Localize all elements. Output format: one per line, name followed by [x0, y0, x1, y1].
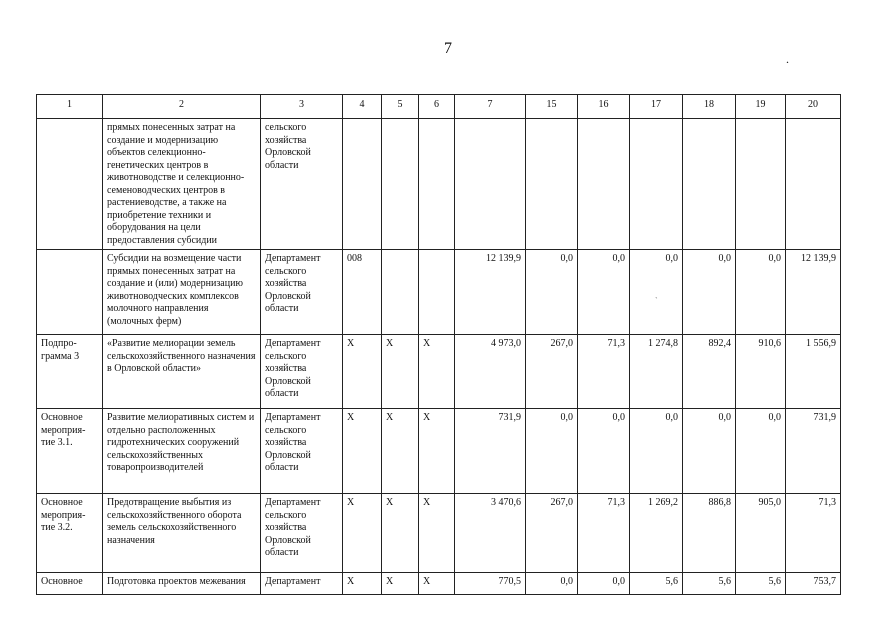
table-row [37, 494, 841, 573]
table-cell: 1 556,9 [786, 335, 841, 409]
table-cell: 0,0 [736, 409, 786, 494]
table-cell: 731,9 [786, 409, 841, 494]
table-cell: 731,9 [455, 409, 526, 494]
table-cell: Департамент сельского хозяйства Орловской области [261, 409, 343, 494]
table-row [37, 335, 841, 409]
header-cell: 6 [419, 95, 455, 119]
table-cell: 71,3 [578, 335, 630, 409]
table-cell: 1 274,8 [630, 335, 683, 409]
table-row [37, 409, 841, 494]
table-cell: 12 139,9 [455, 250, 526, 335]
table-cell [37, 250, 103, 335]
table-cell: 71,3 [786, 494, 841, 573]
table-cell [419, 119, 455, 250]
table-cell: 12 139,9 [786, 250, 841, 335]
header-cell: 4 [343, 95, 382, 119]
table-cell: 0,0 [526, 409, 578, 494]
table-cell: Департамент сельского хозяйства Орловской области [261, 494, 343, 573]
table-cell: X [382, 494, 419, 573]
table-cell [382, 250, 419, 335]
table-cell [455, 119, 526, 250]
table-cell: 3 470,6 [455, 494, 526, 573]
table-cell: 0,0 [630, 409, 683, 494]
header-cell: 5 [382, 95, 419, 119]
table-cell: 0,0 [736, 250, 786, 335]
table-row [37, 250, 841, 335]
header-cell: 7 [455, 95, 526, 119]
table-cell: 753,7 [786, 573, 841, 595]
table-cell: 267,0 [526, 335, 578, 409]
table-cell: X [343, 573, 382, 595]
table-cell: X [343, 335, 382, 409]
header-cell: 18 [683, 95, 736, 119]
table-cell: прямых понесенных затрат на создание и модернизацию объектов селекционно-генетических центров в животноводстве и селекционно-семеноводческих центров в растениеводстве, а также на приобретение техники и оборудования на цели предоставления субсидии [103, 119, 261, 250]
table-cell [343, 119, 382, 250]
table-cell [786, 119, 841, 250]
table-cell: 0,0 [683, 409, 736, 494]
budget-table [36, 94, 841, 595]
table-cell: 905,0 [736, 494, 786, 573]
table-cell: 71,3 [578, 494, 630, 573]
table-row [37, 573, 841, 595]
header-cell: 1 [37, 95, 103, 119]
table-cell: 0,0 [630, 250, 683, 335]
table-cell: Подпро-грамма 3 [37, 335, 103, 409]
table-cell: 910,6 [736, 335, 786, 409]
header-cell: 20 [786, 95, 841, 119]
table-cell: Основное мероприя-тие 3.1. [37, 409, 103, 494]
table-cell: 008 [343, 250, 382, 335]
table-cell: X [382, 409, 419, 494]
table-cell: 886,8 [683, 494, 736, 573]
header-cell: 15 [526, 95, 578, 119]
table-cell: 5,6 [630, 573, 683, 595]
table-cell: 0,0 [526, 573, 578, 595]
table-cell: X [419, 335, 455, 409]
table-cell: 4 973,0 [455, 335, 526, 409]
table-cell: Предотвращение выбытия из сельскохозяйственного оборота земель сельскохозяйственного назначения [103, 494, 261, 573]
table-cell [736, 119, 786, 250]
table-cell: X [382, 573, 419, 595]
table-cell: Департамент [261, 573, 343, 595]
table-cell: 0,0 [578, 409, 630, 494]
table-cell: «Развитие мелиорации земель сельскохозяйственного назначения в Орловской области» [103, 335, 261, 409]
table-cell [578, 119, 630, 250]
scan-artifact: ` [655, 296, 658, 305]
table-cell: 5,6 [683, 573, 736, 595]
table-cell: 770,5 [455, 573, 526, 595]
header-cell: 3 [261, 95, 343, 119]
header-cell: 16 [578, 95, 630, 119]
table-cell: 1 269,2 [630, 494, 683, 573]
table-cell [382, 119, 419, 250]
table-cell: Развитие мелиоративных систем и отдельно расположенных гидротехнических сооружений сельскохозяйственных товаропроизводителей [103, 409, 261, 494]
table-cell: X [419, 494, 455, 573]
table-cell: 0,0 [578, 250, 630, 335]
table-cell [683, 119, 736, 250]
header-cell: 2 [103, 95, 261, 119]
table-cell: 267,0 [526, 494, 578, 573]
header-cell: 19 [736, 95, 786, 119]
table-cell [630, 119, 683, 250]
table-cell: Департамент сельского хозяйства Орловской области [261, 335, 343, 409]
table-cell: X [343, 409, 382, 494]
table-cell: 5,6 [736, 573, 786, 595]
table-cell: 892,4 [683, 335, 736, 409]
table-cell: сельского хозяйства Орловской области [261, 119, 343, 250]
table-cell: X [419, 573, 455, 595]
table-cell [37, 119, 103, 250]
table-cell [419, 250, 455, 335]
table-cell [526, 119, 578, 250]
table-cell: 0,0 [683, 250, 736, 335]
table-cell: Субсидии на возмещение части прямых понесенных затрат на создание и (или) модернизацию животноводческих комплексов молочного направления (молочных ферм) [103, 250, 261, 335]
table-cell: Основное [37, 573, 103, 595]
table-cell: 0,0 [526, 250, 578, 335]
header-cell: 17 [630, 95, 683, 119]
table-cell: Департамент сельского хозяйства Орловской области [261, 250, 343, 335]
header-row [37, 95, 841, 119]
table-cell: X [343, 494, 382, 573]
table-cell: X [419, 409, 455, 494]
table-row [37, 119, 841, 250]
table-cell: Подготовка проектов межевания [103, 573, 261, 595]
table-cell: 0,0 [578, 573, 630, 595]
page-number: 7 [444, 40, 452, 57]
table-cell: Основное мероприя-тие 3.2. [37, 494, 103, 573]
stray-mark: . [786, 52, 789, 66]
table-cell: X [382, 335, 419, 409]
